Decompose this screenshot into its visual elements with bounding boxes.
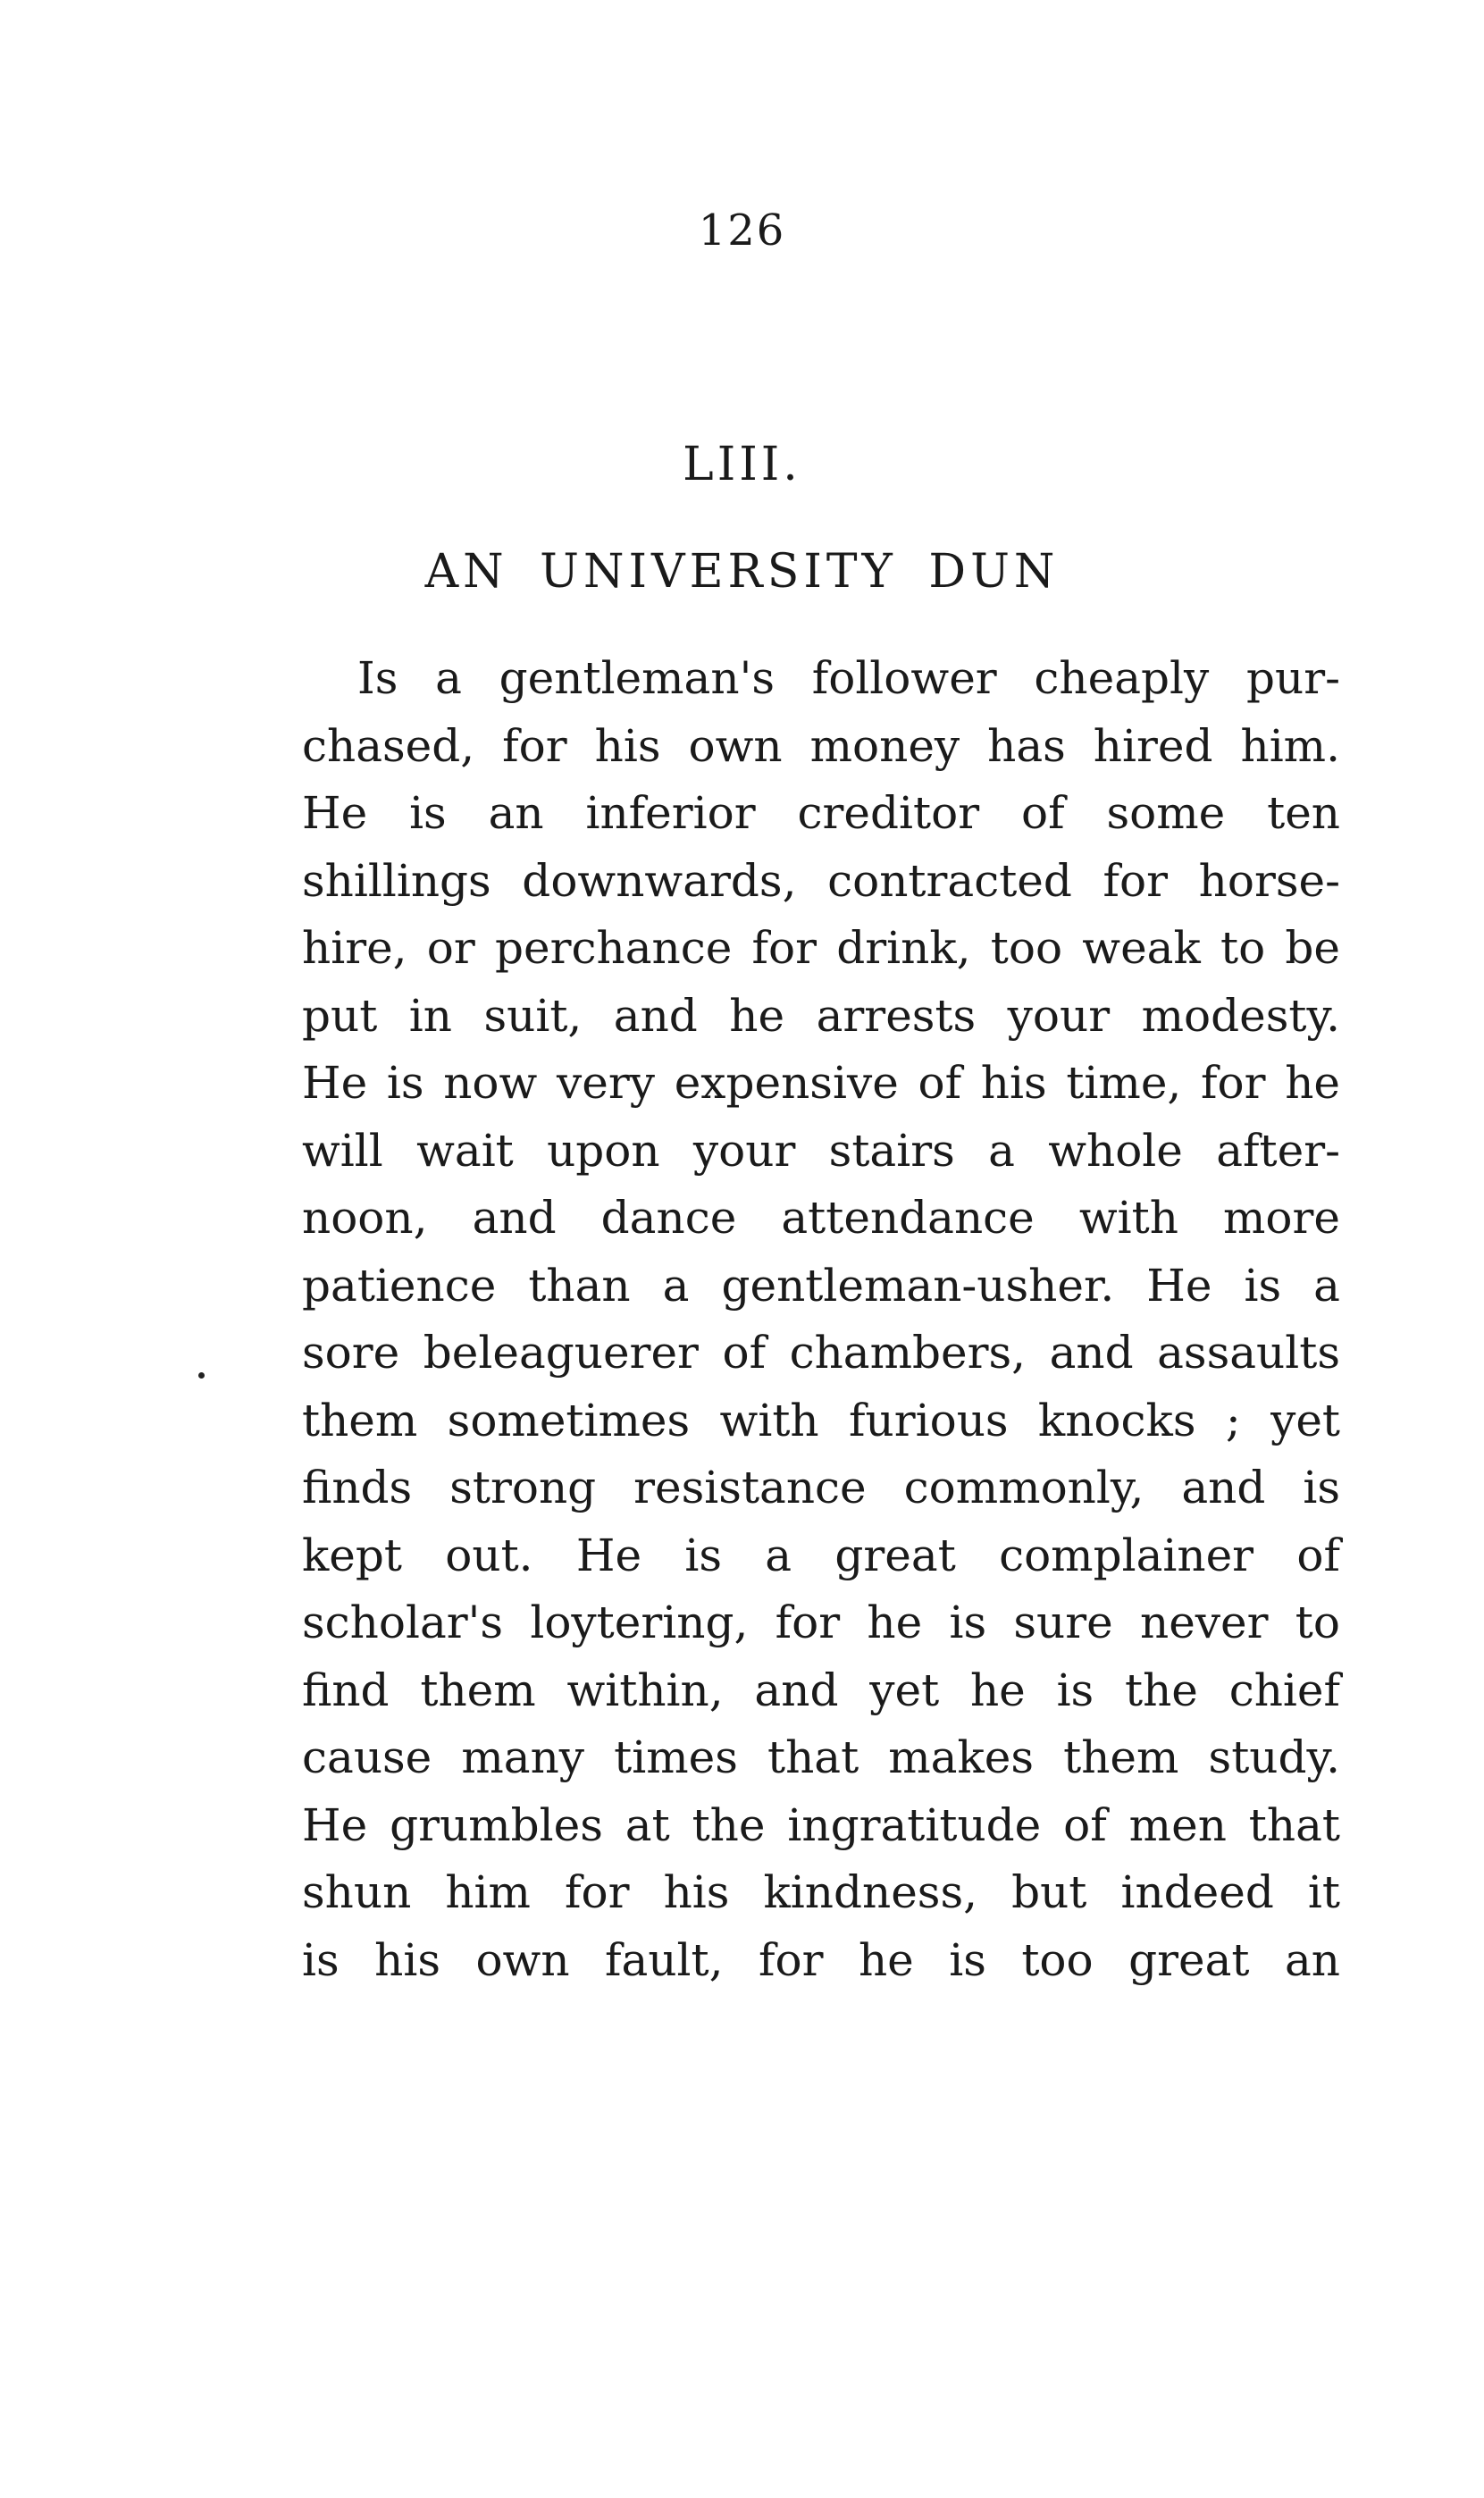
text-line: Is a gentleman's follower cheaply pur- (357, 652, 1340, 704)
text-line: finds strong resistance commonly, and is (302, 1462, 1340, 1513)
text-line: He is an inferior creditor of some ten (302, 787, 1340, 839)
text-line: scholar's loytering, for he is sure never to (302, 1597, 1340, 1648)
page-number: 126 (698, 205, 786, 256)
text-line: He is now very expensive of his time, for he (302, 1057, 1340, 1109)
text-line: cause many times that makes them study. (302, 1731, 1340, 1783)
text-line: find them within, and yet he is the chief (302, 1664, 1340, 1716)
text-line: hire, or perchance for drink, too weak to be (302, 922, 1340, 974)
text-line: He grumbles at the ingratitude of men that (302, 1798, 1340, 1851)
chapter-number: LIII. (683, 438, 801, 491)
text-line: will wait upon your stairs a whole after- (302, 1124, 1340, 1177)
text-line: them sometimes with furious knocks ; yet (302, 1394, 1340, 1446)
text-line: noon, and dance attendance with more (302, 1192, 1340, 1244)
text-line: shun him for his kindness, but indeed it (302, 1866, 1340, 1918)
text-line: patience than a gentleman-usher. He is a (302, 1259, 1340, 1312)
stray-mark (198, 1372, 205, 1379)
text-line: kept out. He is a great complainer of (302, 1529, 1340, 1581)
text-line: put in suit, and he arrests your modesty. (302, 989, 1340, 1042)
body-text (302, 645, 1340, 1994)
text-line: chased, for his own money has hired him. (302, 719, 1340, 772)
chapter-title: AN UNIVERSITY DUN (424, 545, 1060, 599)
text-line: sore beleaguerer of chambers, and assaults (302, 1327, 1340, 1379)
text-line: shillings downwards, contracted for horse- (302, 854, 1340, 907)
text-line: is his own fault, for he is too great an (302, 1933, 1340, 1986)
